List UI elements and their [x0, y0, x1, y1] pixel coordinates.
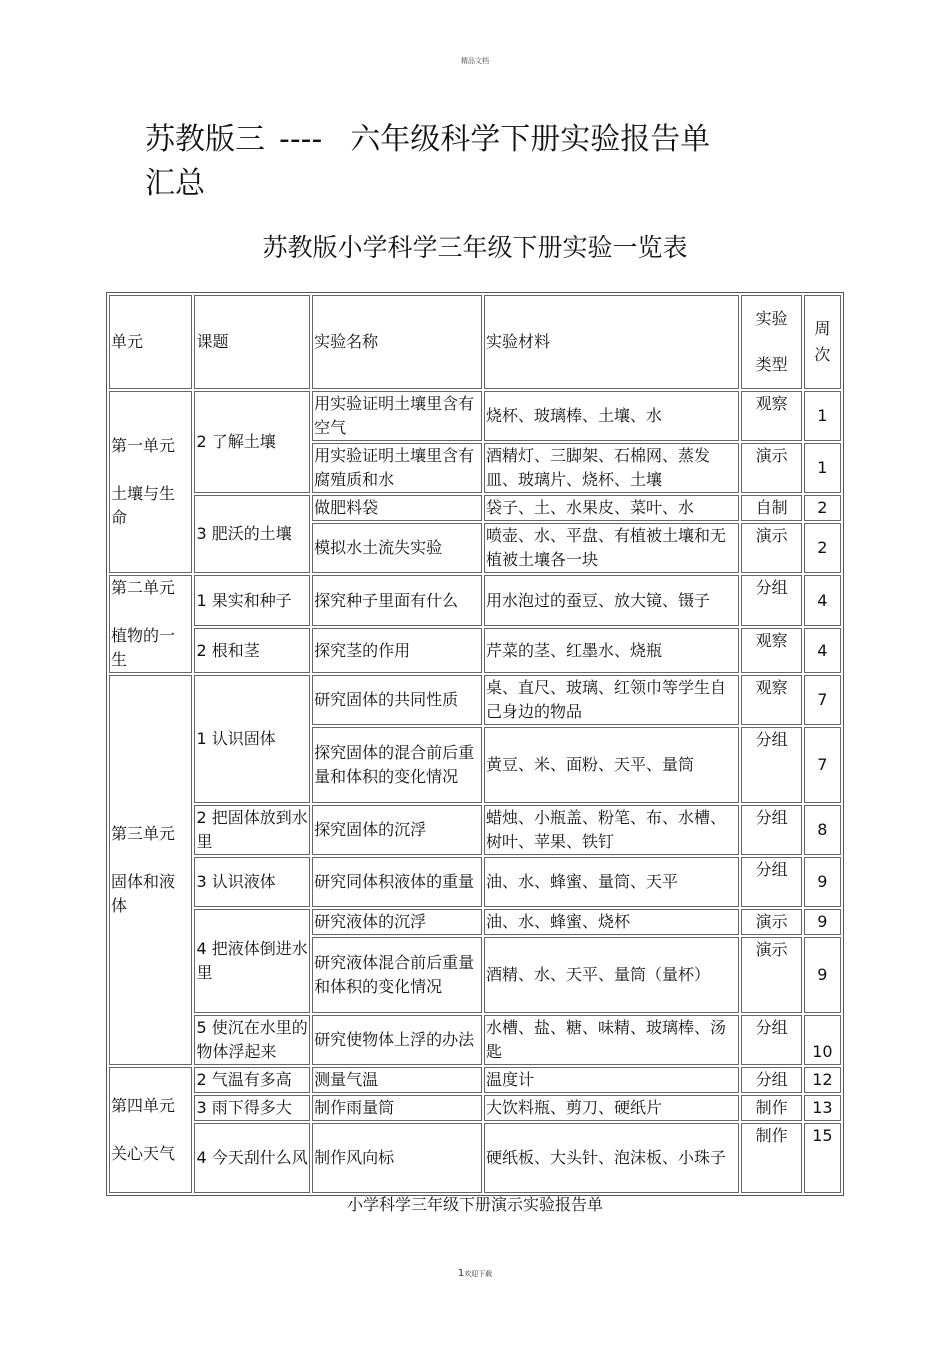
table-row — [109, 628, 841, 673]
table-row — [109, 495, 841, 521]
header-name: 实验名称 — [312, 295, 482, 389]
lesson-cell: 2 了解土壤 — [194, 391, 310, 493]
lesson-cell: 3 雨下得多大 — [194, 1095, 310, 1121]
experiment-materials: 桌、直尺、玻璃、红领巾等学生自己身边的物品 — [484, 675, 739, 725]
unit-3-cell: 第三单元 固体和液体 — [109, 675, 192, 1065]
title-dash: ---- — [279, 122, 323, 157]
experiment-type: 观察 — [741, 675, 801, 725]
experiment-name: 研究液体混合前后重量和体积的变化情况 — [312, 937, 482, 1013]
experiment-type: 演示 — [741, 443, 801, 493]
header-unit: 单元 — [109, 295, 192, 389]
experiment-week: 4 — [804, 628, 841, 673]
table-row — [109, 1123, 841, 1193]
experiment-materials: 油、水、蜂蜜、量筒、天平 — [484, 857, 739, 907]
experiment-type: 制作 — [741, 1123, 801, 1193]
lesson-cell: 3 肥沃的土壤 — [194, 495, 310, 573]
lesson-cell: 4 今天刮什么风 — [194, 1123, 310, 1193]
experiment-name: 用实验证明土壤里含有腐殖质和水 — [312, 443, 482, 493]
experiment-name: 研究液体的沉浮 — [312, 909, 482, 935]
experiment-week: 12 — [804, 1067, 841, 1093]
experiment-materials: 水槽、盐、糖、味精、玻璃棒、汤匙 — [484, 1015, 739, 1065]
table-row — [109, 1095, 841, 1121]
experiment-materials: 烧杯、玻璃棒、土壤、水 — [484, 391, 739, 441]
experiment-materials: 大饮料瓶、剪刀、硬纸片 — [484, 1095, 739, 1121]
lesson-cell: 2 把固体放到水里 — [194, 805, 310, 855]
experiment-name: 用实验证明土壤里含有空气 — [312, 391, 482, 441]
unit-2-cell: 第二单元 植物的一生 — [109, 575, 192, 673]
experiment-name: 研究使物体上浮的办法 — [312, 1015, 482, 1065]
experiment-materials: 喷壶、水、平盘、有植被土壤和无植被土壤各一块 — [484, 523, 739, 573]
experiment-type: 分组 — [741, 575, 801, 626]
lesson-cell: 4 把液体倒进水里 — [194, 909, 310, 1013]
header-lesson: 课题 — [194, 295, 310, 389]
experiment-materials: 芹菜的茎、红墨水、烧瓶 — [484, 628, 739, 673]
experiment-materials: 硬纸板、大头针、泡沫板、小珠子 — [484, 1123, 739, 1193]
experiment-week: 2 — [804, 495, 841, 521]
experiment-type: 分组 — [741, 727, 801, 803]
experiment-type: 自制 — [741, 495, 801, 521]
experiment-week: 13 — [804, 1095, 841, 1121]
experiment-type: 演示 — [741, 523, 801, 573]
unit-1-cell: 第一单元 土壤与生命 — [109, 391, 192, 573]
table-row — [109, 391, 841, 441]
next-section-title: 小学科学三年级下册演示实验报告单 — [346, 1195, 603, 1214]
lesson-cell: 2 气温有多高 — [194, 1067, 310, 1093]
experiment-type: 制作 — [741, 1095, 801, 1121]
experiment-type: 分组 — [741, 1067, 801, 1093]
experiment-materials: 酒精、水、天平、量筒（量杯） — [484, 937, 739, 1013]
title-part1: 苏教版三 — [145, 122, 265, 157]
experiment-name: 探究种子里面有什么 — [312, 575, 482, 626]
lesson-cell: 2 根和茎 — [194, 628, 310, 673]
experiment-type: 观察 — [741, 628, 801, 673]
experiment-week: 2 — [804, 523, 841, 573]
experiment-week: 15 — [804, 1123, 841, 1193]
experiment-materials: 温度计 — [484, 1067, 739, 1093]
experiment-week: 9 — [804, 857, 841, 907]
experiment-week: 8 — [804, 805, 841, 855]
header-note: 精品文档 — [461, 57, 489, 65]
experiment-week: 9 — [804, 937, 841, 1013]
experiment-name: 做肥料袋 — [312, 495, 482, 521]
experiment-week: 1 — [804, 443, 841, 493]
header-week: 周 次 — [804, 295, 841, 389]
page-title — [145, 118, 825, 206]
experiment-week: 10 — [804, 1015, 841, 1065]
table-row — [109, 1067, 841, 1093]
experiment-materials: 蜡烛、小瓶盖、粉笔、布、水槽、树叶、苹果、铁钉 — [484, 805, 739, 855]
footer-text: 欢迎下载 — [464, 1270, 493, 1278]
experiment-materials: 用水泡过的蚕豆、放大镜、镊子 — [484, 575, 739, 626]
header-type: 实验 类型 — [741, 295, 801, 389]
table-row — [109, 575, 841, 626]
title-line2: 汇总 — [145, 166, 205, 201]
experiment-type: 分组 — [741, 805, 801, 855]
unit-4-cell: 第四单元 关心天气 — [109, 1067, 192, 1193]
experiment-materials: 油、水、蜂蜜、烧杯 — [484, 909, 739, 935]
experiment-week: 7 — [804, 675, 841, 725]
experiment-table — [106, 292, 844, 1196]
title-part2: 六年级科学下册实验报告单 — [350, 122, 711, 157]
experiment-week: 4 — [804, 575, 841, 626]
table-row — [109, 805, 841, 855]
experiment-type: 演示 — [741, 937, 801, 1013]
experiment-name: 研究固体的共同性质 — [312, 675, 482, 725]
experiment-type: 分组 — [741, 857, 801, 907]
experiment-type: 分组 — [741, 1015, 801, 1065]
lesson-cell: 3 认识液体 — [194, 857, 310, 907]
experiment-week: 1 — [804, 391, 841, 441]
lesson-cell: 1 认识固体 — [194, 675, 310, 803]
table-row — [109, 675, 841, 725]
table-row — [109, 857, 841, 907]
lesson-cell: 5 使沉在水里的物体浮起来 — [194, 1015, 310, 1065]
experiment-week: 9 — [804, 909, 841, 935]
experiment-materials: 酒精灯、三脚架、石棉网、蒸发皿、玻璃片、烧杯、土壤 — [484, 443, 739, 493]
table-title: 苏教版小学科学三年级下册实验一览表 — [262, 233, 688, 262]
experiment-name: 探究固体的混合前后重量和体积的变化情况 — [312, 727, 482, 803]
experiment-name: 制作风向标 — [312, 1123, 482, 1193]
table-row — [109, 909, 841, 935]
experiment-name: 研究同体积液体的重量 — [312, 857, 482, 907]
lesson-cell: 1 果实和种子 — [194, 575, 310, 626]
experiment-name: 制作雨量筒 — [312, 1095, 482, 1121]
page-number: 1 — [457, 1268, 465, 1279]
table-header-row — [109, 295, 841, 389]
experiment-type: 演示 — [741, 909, 801, 935]
experiment-name: 测量气温 — [312, 1067, 482, 1093]
experiment-name: 探究茎的作用 — [312, 628, 482, 673]
page-footer — [0, 1268, 950, 1279]
experiment-name: 探究固体的沉浮 — [312, 805, 482, 855]
experiment-week: 7 — [804, 727, 841, 803]
header-materials: 实验材料 — [484, 295, 739, 389]
experiment-name: 模拟水土流失实验 — [312, 523, 482, 573]
experiment-materials: 黄豆、米、面粉、天平、量筒 — [484, 727, 739, 803]
table-row — [109, 1015, 841, 1065]
experiment-materials: 袋子、土、水果皮、菜叶、水 — [484, 495, 739, 521]
experiment-type: 观察 — [741, 391, 801, 441]
